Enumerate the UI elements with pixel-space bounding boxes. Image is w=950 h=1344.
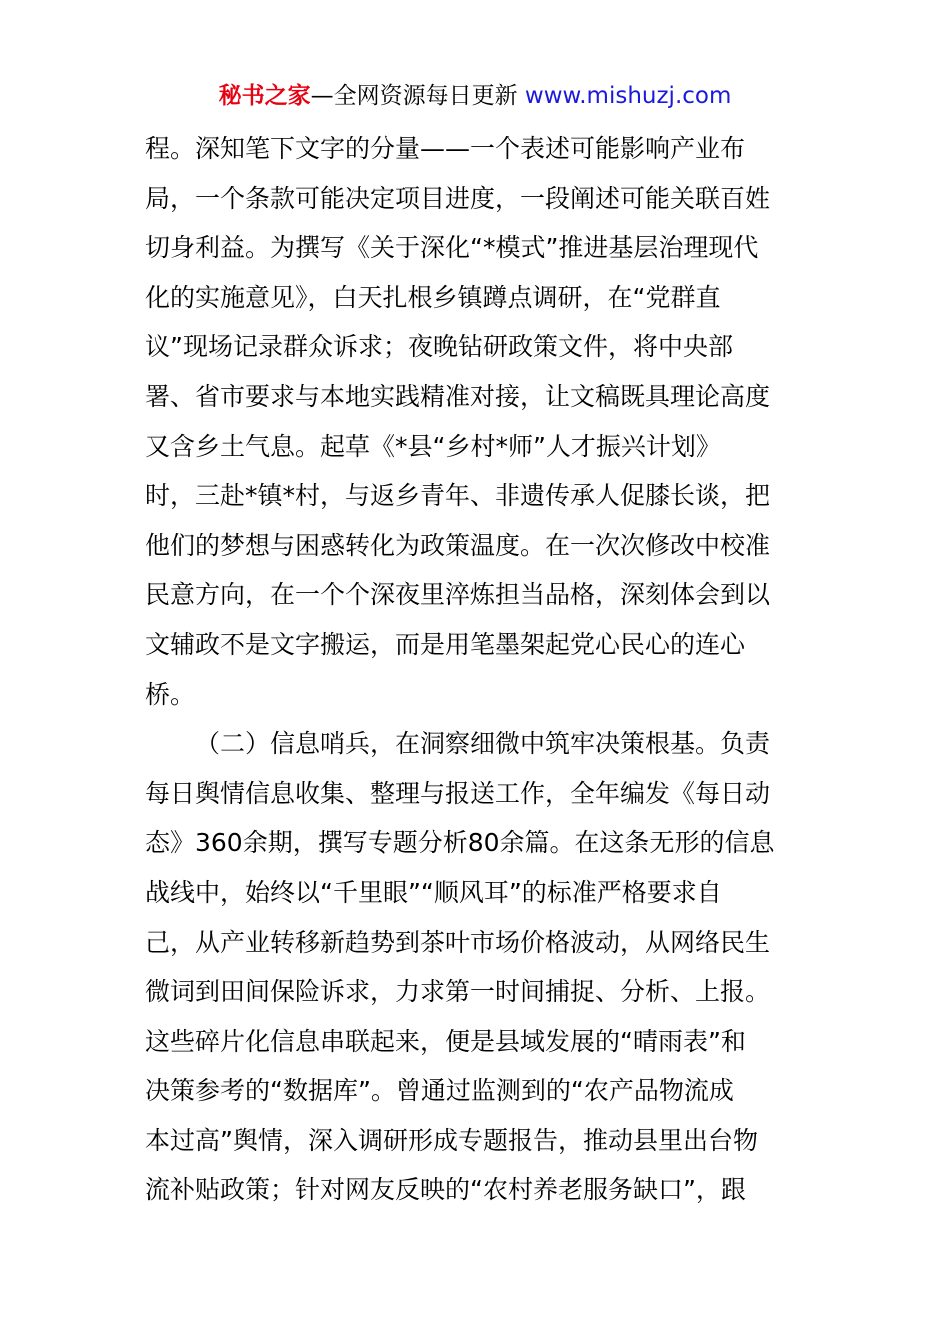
text-line: 流补贴政策；针对网友反映的“农村养老服务缺口”，跟	[145, 1175, 746, 1205]
text-line: 微词到田间保险诉求，力求第一时间捕捉、分析、上报。	[145, 977, 771, 1007]
text-line: 他们的梦想与困惑转化为政策温度。在一次次修改中校准	[145, 530, 771, 560]
document-body	[145, 124, 810, 1215]
paragraph-start-line: （二）信息哨兵，在洞察细微中筑牢决策根基。负责	[195, 729, 771, 759]
text-line: 署、省市要求与本地实践精准对接，让文稿既具理论高度	[145, 381, 771, 411]
text-line: 局，一个条款可能决定项目进度，一段阐述可能关联百姓	[145, 183, 771, 213]
text-line: 文辅政不是文字搬运，而是用笔墨架起党心民心的连心	[145, 629, 746, 659]
text-line: 本过高”舆情，深入调研形成专题报告，推动县里出台物	[145, 1125, 758, 1155]
text-line: 桥。	[145, 679, 196, 709]
text-line: 时，三赴*镇*村，与返乡青年、非遗传承人促膝长谈，把	[145, 481, 771, 511]
text-line: 民意方向，在一个个深夜里淬炼担当品格，深刻体会到以	[145, 580, 771, 610]
text-line: 态》360余期，撰写专题分析80余篇。在这条无形的信息	[145, 828, 775, 858]
text-line: 又含乡土气息。起草《*县“乡村*师”人才振兴计划》	[145, 431, 721, 461]
text-line: 化的实施意见》，白天扎根乡镇蹲点调研，在“党群直	[145, 282, 721, 312]
text-line: 议”现场记录群众诉求；夜晚钻研政策文件，将中央部	[145, 332, 733, 362]
text-line: 切身利益。为撰写《关于深化“*模式”推进基层治理现代	[145, 233, 759, 263]
site-header	[0, 80, 950, 112]
text-line: 己，从产业转移新趋势到茶叶市场价格波动，从网络民生	[145, 927, 771, 957]
site-url[interactable]: www.mishuzj.com	[524, 83, 732, 109]
text-line: 决策参考的“数据库”。曾通过监测到的“农产品物流成	[145, 1076, 734, 1106]
text-line: 这些碎片化信息串联起来，便是县域发展的“晴雨表”和	[145, 1026, 746, 1056]
text-line: 每日舆情信息收集、整理与报送工作，全年编发《每日动	[145, 778, 771, 808]
text-line: 战线中，始终以“千里眼”“顺风耳”的标准严格要求自	[145, 877, 722, 907]
text-line: 程。深知笔下文字的分量——一个表述可能影响产业布	[145, 134, 746, 163]
site-tagline: —全网资源每日更新	[310, 83, 525, 109]
site-brand: 秘书之家	[218, 83, 311, 109]
